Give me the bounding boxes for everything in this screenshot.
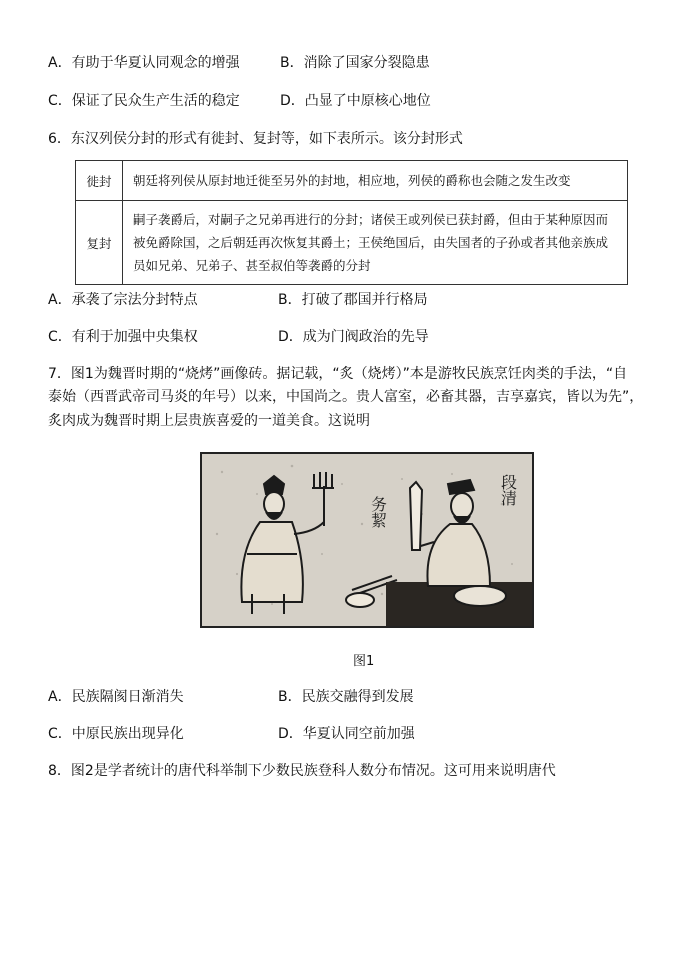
q7-option-d: D．华夏认同空前加强 (278, 726, 415, 742)
q7-stem-line-3: 炙肉成为魏晋时期上层贵族喜爱的一道美食。这说明 (48, 413, 370, 429)
q6-stem: 6．东汉列侯分封的形式有徙封、复封等，如下表所示。该分封形式 (48, 131, 463, 147)
q6-option-c: C．有利于加强中央集权 (48, 329, 198, 345)
q6-table (75, 160, 628, 285)
table-row (76, 161, 628, 201)
q7-stem-line-2: 泰始（西晋武帝司马炎的年号）以来，中国尚之。贵人富室，必畜其器，吉享嘉宾，皆以为先”， (48, 389, 644, 405)
table-definition-cell: 朝廷将列侯从原封地迁徙至另外的封地，相应地，列侯的爵称也会随之发生改变 (123, 161, 628, 201)
q6-option-b: B．打破了郡国并行格局 (278, 292, 428, 308)
q8-stem: 8．图2是学者统计的唐代科举制下少数民族登科人数分布情况。这可用来说明唐代 (48, 763, 556, 779)
figure-caption: 图1 (353, 654, 375, 669)
brick-painting-image (200, 452, 534, 628)
table-term-cell: 复封 (76, 201, 123, 285)
q7-option-b: B．民族交融得到发展 (278, 689, 414, 705)
q6-option-a: A．承袭了宗法分封特点 (48, 292, 198, 308)
table-term-cell: 徙封 (76, 161, 123, 201)
inscription-right: 段清 (498, 474, 518, 506)
q5-option-a: A．有助于华夏认同观念的增强 (48, 55, 240, 71)
q7-option-a: A．民族隔阂日渐消失 (48, 689, 184, 705)
table-definition-cell: 嗣子袭爵后，对嗣子之兄弟再进行的分封；诸侯王或列侯已获封爵，但由于某种原因而被免爵除国，之后朝廷再次恢复其爵土；王侯绝国后，由失国者的子孙或者其他亲族成员如兄弟、兄弟子、甚至叔伯等袭爵的分封 (123, 201, 628, 285)
q5-option-b: B．消除了国家分裂隐患 (280, 55, 430, 71)
table-row (76, 201, 628, 285)
q6-option-d: D．成为门阀政治的先导 (278, 329, 429, 345)
q7-option-c: C．中原民族出现异化 (48, 726, 184, 742)
inscription-left: 务絜 (368, 496, 388, 528)
brick-painting-illustration (202, 454, 532, 626)
q5-option-d: D．凸显了中原核心地位 (280, 93, 431, 109)
q7-stem-line-1: 7．图1为魏晋时期的“烧烤”画像砖。据记载，“炙（烧烤）”本是游牧民族烹饪肉类的手法，“自 (48, 366, 628, 382)
q5-option-c: C．保证了民众生产生活的稳定 (48, 93, 240, 109)
